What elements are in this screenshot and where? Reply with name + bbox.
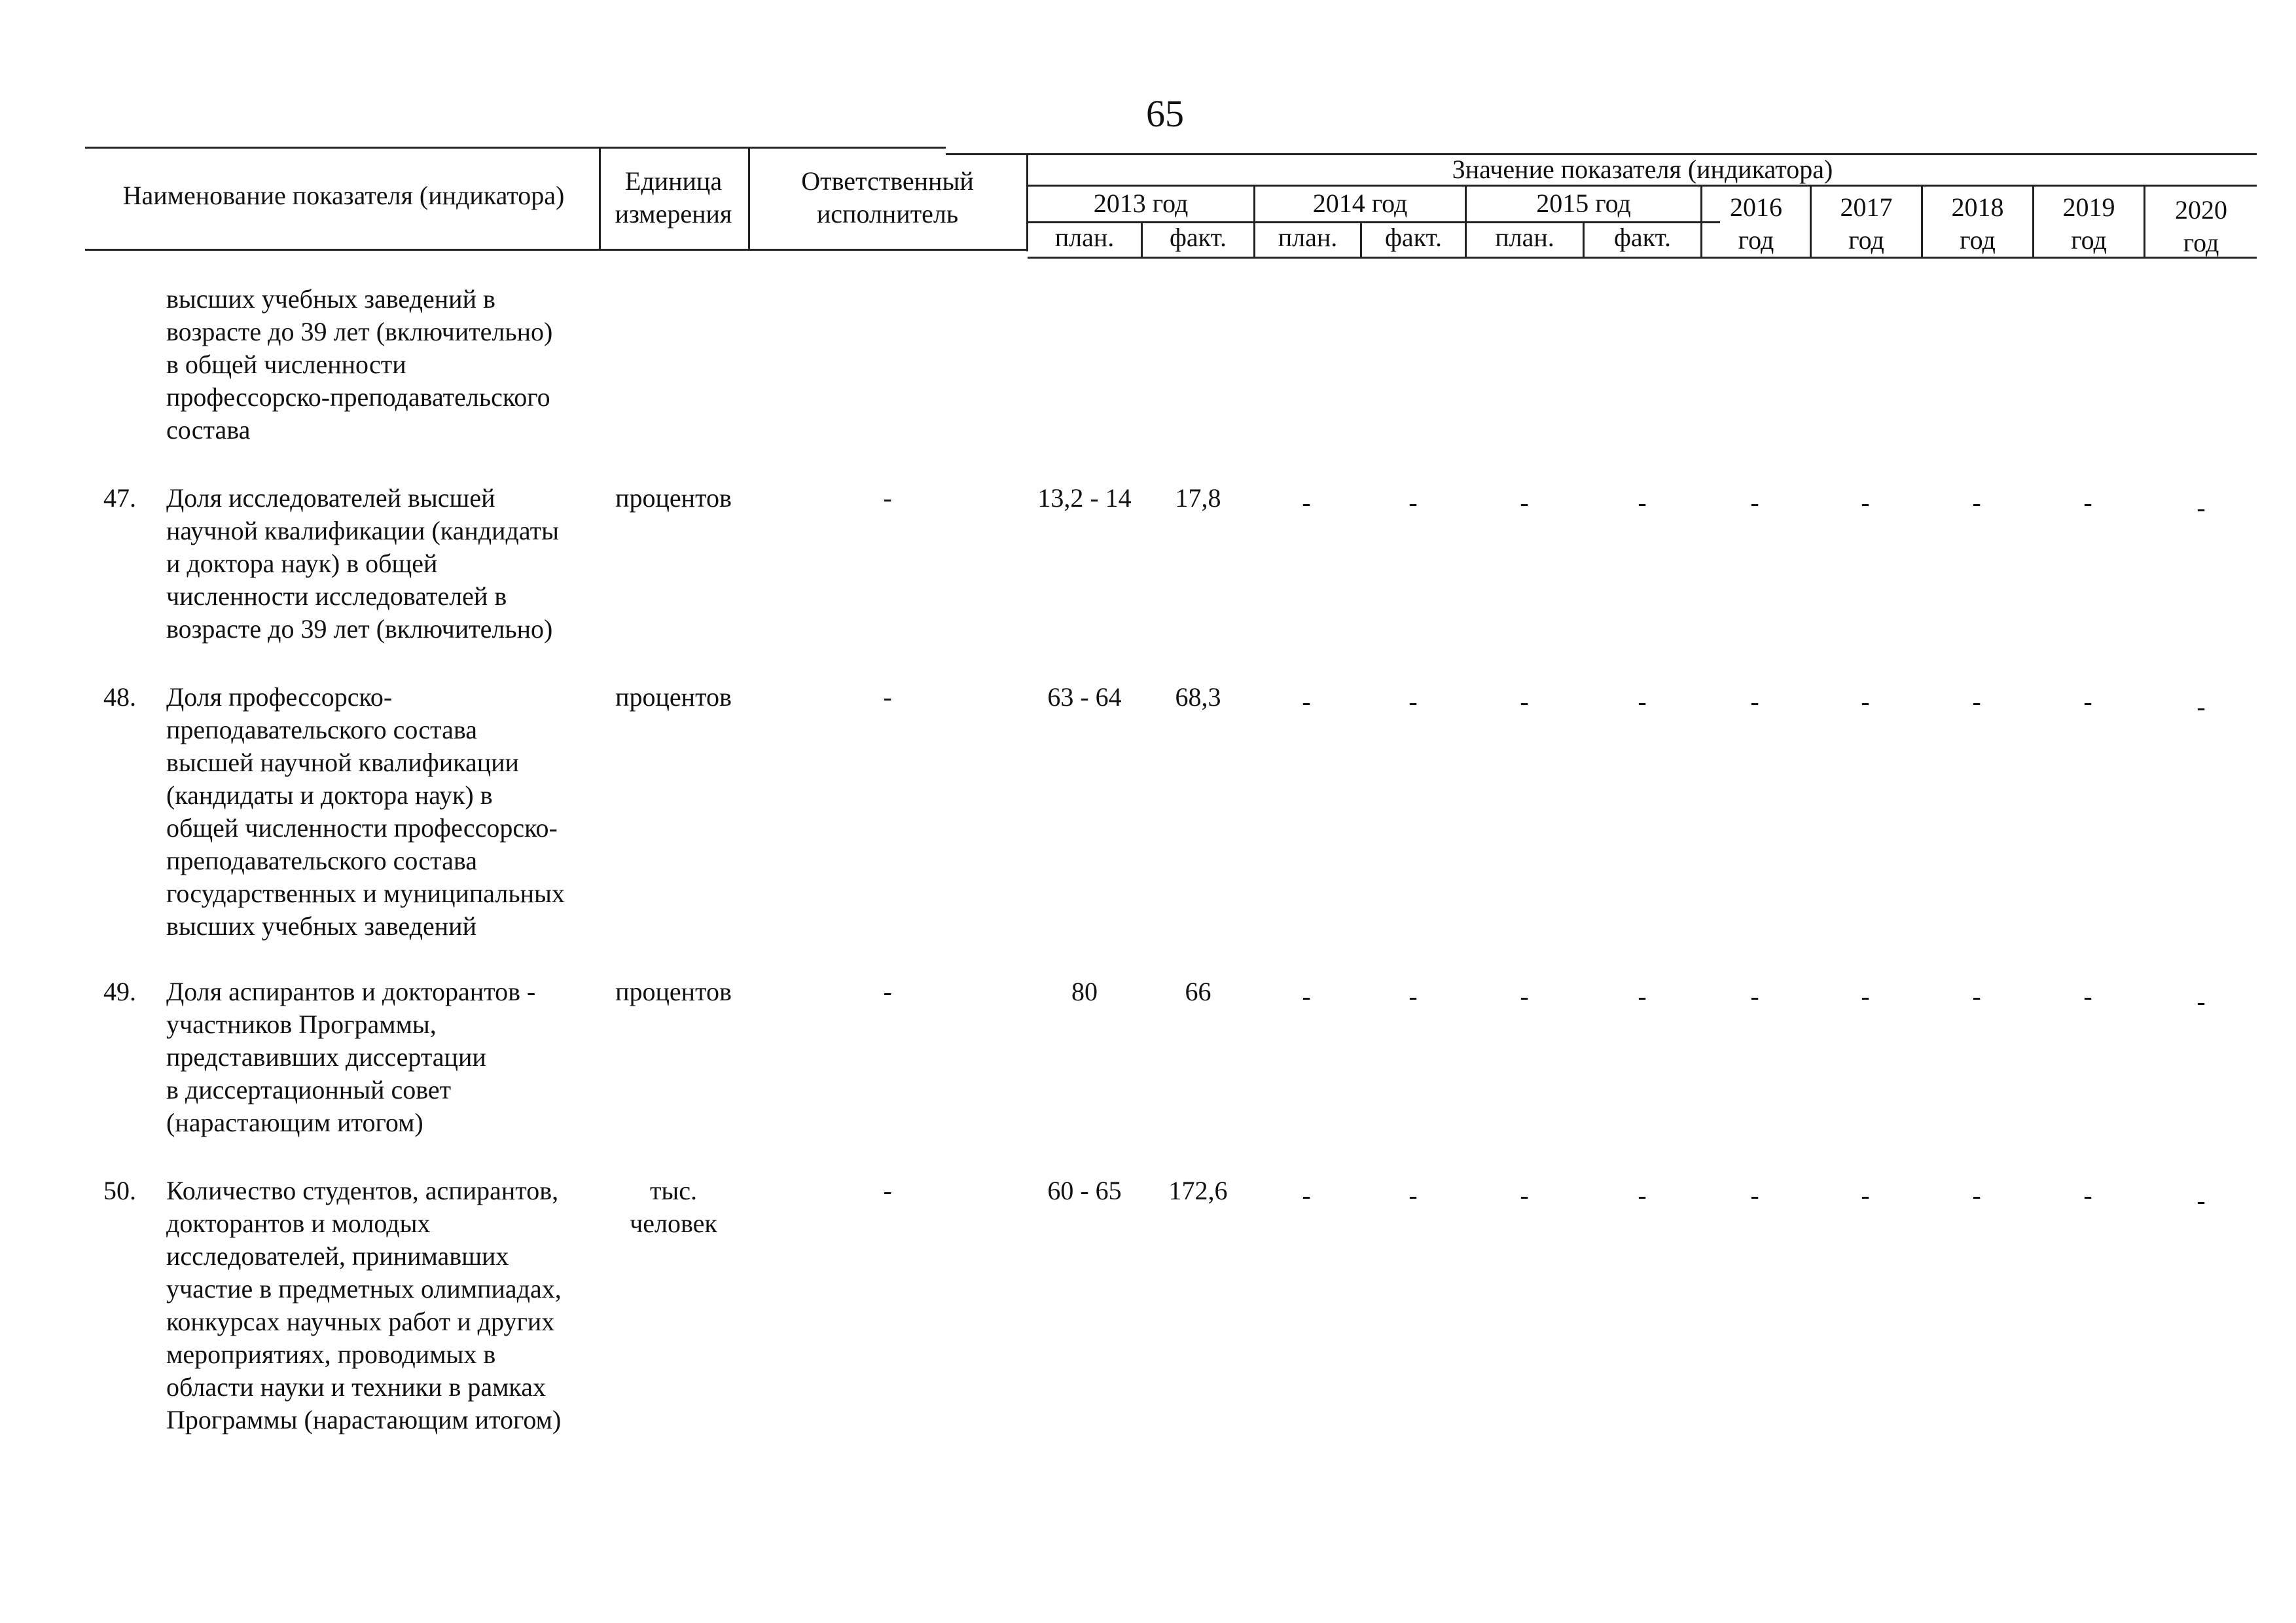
row-fact-2013: 66 xyxy=(1185,977,1211,1006)
row-value: - xyxy=(2197,692,2206,721)
continuation-line: возрасте до 39 лет (включительно) xyxy=(166,317,553,346)
header-2014-fact: факт. xyxy=(1384,223,1443,252)
continuation-line: профессорско-преподавательского xyxy=(166,382,550,412)
row-name-line: Доля профессорско- xyxy=(166,682,393,712)
row-value: - xyxy=(1520,1180,1529,1210)
row-name-line: представивших диссертации xyxy=(166,1042,486,1072)
row-value: - xyxy=(1861,1180,1870,1210)
row-name-line: высших учебных заведений xyxy=(166,911,476,941)
header-bottom-rule-right xyxy=(1028,257,2257,259)
header-top-rule xyxy=(85,147,946,149)
row-name-line: и доктора наук) в общей xyxy=(166,549,438,578)
row-value: - xyxy=(1972,488,1981,517)
row-name-line: Количество студентов, аспирантов, xyxy=(166,1176,559,1205)
row-name-line: мероприятиях, проводимых в xyxy=(166,1340,496,1369)
row-unit: процентов xyxy=(615,977,732,1006)
row-value: - xyxy=(1302,1180,1311,1210)
header-year-2017-word: год xyxy=(1848,225,1884,255)
row-name-line: государственных и муниципальных xyxy=(166,879,565,908)
row-value: - xyxy=(1520,488,1529,517)
row-plan-2013: 13,2 - 14 xyxy=(1037,483,1132,513)
row-value: - xyxy=(1520,687,1529,716)
row-value: - xyxy=(1520,981,1529,1011)
row-name-line: Доля исследователей высшей xyxy=(166,483,495,513)
row-name-line: области науки и техники в рамках xyxy=(166,1372,546,1402)
row-number: 48. xyxy=(103,682,136,712)
row-number: 47. xyxy=(103,483,136,513)
row-value: - xyxy=(1638,981,1647,1011)
row-name-line: (нарастающим итогом) xyxy=(166,1108,423,1137)
header-year-2020-word: год xyxy=(2183,228,2219,257)
row-value: - xyxy=(1408,687,1418,716)
row-fact-2013: 68,3 xyxy=(1175,682,1221,712)
row-fact-2013: 17,8 xyxy=(1175,483,1221,513)
row-value: - xyxy=(1302,687,1311,716)
row-value: - xyxy=(1972,687,1981,716)
continuation-line: высших учебных заведений в xyxy=(166,284,495,314)
row-unit-line2: человек xyxy=(630,1209,717,1238)
row-name-line: докторантов и молодых xyxy=(166,1209,431,1238)
row-name-line: численности исследователей в xyxy=(166,581,507,611)
row-plan-2013: 80 xyxy=(1071,977,1098,1006)
row-executor: - xyxy=(883,483,892,513)
row-number: 49. xyxy=(103,977,136,1006)
header-2015-plan: план. xyxy=(1495,223,1554,252)
row-value: - xyxy=(2083,488,2092,517)
row-name-line: участников Программы, xyxy=(166,1010,437,1039)
header-values-group: Значение показателя (индикатора) xyxy=(1452,155,1833,184)
row-value: - xyxy=(2197,987,2206,1016)
header-name: Наименование показателя (индикатора) xyxy=(122,181,565,210)
header-year-2016-word: год xyxy=(1738,225,1774,255)
row-name-line: Доля аспирантов и докторантов - xyxy=(166,977,536,1006)
row-executor: - xyxy=(883,682,892,712)
header-year-2013: 2013 год xyxy=(1093,189,1189,218)
row-value: - xyxy=(1638,687,1647,716)
continuation-line: состава xyxy=(166,415,251,445)
header-year-rule xyxy=(1028,185,2257,187)
row-plan-2013: 60 - 65 xyxy=(1047,1176,1122,1205)
row-executor: - xyxy=(883,1176,892,1205)
row-value: - xyxy=(1302,488,1311,517)
row-name-line: в диссертационный совет xyxy=(166,1075,452,1104)
row-name-line: научной квалификации (кандидаты xyxy=(166,516,559,545)
row-value: - xyxy=(2083,1180,2092,1210)
header-year-2016: 2016 xyxy=(1730,192,1782,222)
header-year-2014: 2014 год xyxy=(1312,189,1408,218)
header-unit-line2: измерения xyxy=(615,199,732,228)
header-unit-line1: Единица xyxy=(624,166,723,196)
row-value: - xyxy=(1750,687,1759,716)
header-executor-line2: исполнитель xyxy=(816,199,959,228)
row-name-line: возрасте до 39 лет (включительно) xyxy=(166,614,553,644)
row-unit-line1: тыс. xyxy=(649,1176,698,1205)
header-year-2020: 2020 xyxy=(2175,195,2227,225)
row-executor: - xyxy=(883,977,892,1006)
row-value: - xyxy=(1861,981,1870,1011)
row-value: - xyxy=(1750,488,1759,517)
header-year-2019-word: год xyxy=(2071,225,2107,255)
row-name-line: (кандидаты и доктора наук) в xyxy=(166,780,493,810)
row-value: - xyxy=(2083,687,2092,716)
row-name-line: преподавательского состава xyxy=(166,846,477,875)
row-name-line: участие в предметных олимпиадах, xyxy=(166,1274,562,1304)
row-value: - xyxy=(1408,981,1418,1011)
header-2014-plan: план. xyxy=(1278,223,1338,252)
header-executor-line1: Ответственный xyxy=(801,166,974,196)
header-bottom-rule xyxy=(85,249,1028,251)
row-value: - xyxy=(1972,1180,1981,1210)
header-2015-fact: факт. xyxy=(1613,223,1672,252)
row-name-line: Программы (нарастающим итогом) xyxy=(166,1405,562,1434)
header-2013-fact: факт. xyxy=(1169,223,1227,252)
row-value: - xyxy=(2197,493,2206,522)
row-fact-2013: 172,6 xyxy=(1168,1176,1228,1205)
row-value: - xyxy=(1638,488,1647,517)
page-number: 65 xyxy=(1146,92,1184,135)
row-value: - xyxy=(1750,981,1759,1011)
header-year-2018: 2018 xyxy=(1951,192,2004,222)
row-value: - xyxy=(2197,1186,2206,1215)
col-divider xyxy=(748,147,750,249)
row-value: - xyxy=(1302,981,1311,1011)
row-value: - xyxy=(1861,687,1870,716)
row-plan-2013: 63 - 64 xyxy=(1047,682,1122,712)
row-unit: процентов xyxy=(615,483,732,513)
row-name-line: высшей научной квалификации xyxy=(166,748,519,777)
header-2013-plan: план. xyxy=(1054,223,1115,252)
header-year-2015: 2015 год xyxy=(1536,189,1631,218)
continuation-line: в общей численности xyxy=(166,350,406,379)
row-value: - xyxy=(1972,981,1981,1011)
row-value: - xyxy=(1750,1180,1759,1210)
col-divider xyxy=(599,147,601,249)
row-name-line: исследователей, принимавших xyxy=(166,1241,509,1271)
row-number: 50. xyxy=(103,1176,136,1205)
row-value: - xyxy=(1861,488,1870,517)
row-value: - xyxy=(1408,1180,1418,1210)
row-name-line: конкурсах научных работ и других xyxy=(166,1307,555,1336)
row-name-line: общей численности профессорско- xyxy=(166,813,558,843)
row-unit: процентов xyxy=(615,682,732,712)
header-year-2018-word: год xyxy=(1960,225,1996,255)
row-value: - xyxy=(2083,981,2092,1011)
row-value: - xyxy=(1638,1180,1647,1210)
row-value: - xyxy=(1408,488,1418,517)
row-name-line: преподавательского состава xyxy=(166,715,477,744)
header-year-2017: 2017 xyxy=(1840,192,1893,222)
header-year-2019: 2019 xyxy=(2062,192,2115,222)
